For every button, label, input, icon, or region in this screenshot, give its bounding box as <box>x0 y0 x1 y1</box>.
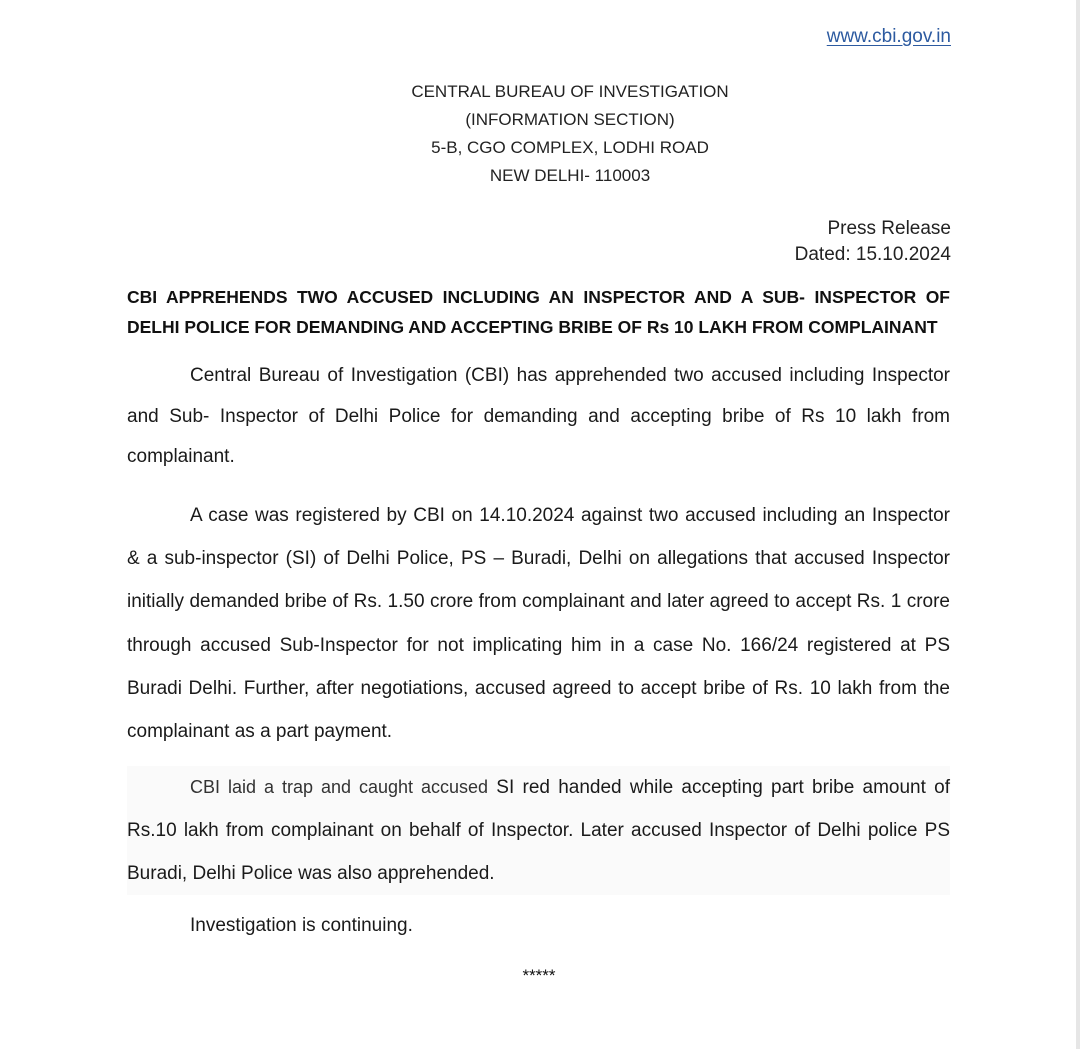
end-mark: ***** <box>522 966 556 985</box>
paragraph-2: A case was registered by CBI on 14.10.2024 against two accused including an Inspector & a sub-inspector (SI) of Delhi Police, PS – Buradi, Delhi on allegations that accused Inspector initially demanded bribe of Rs. 1.50 crore from complainant and later agreed to accept Rs. 1 crore through accused Sub-Inspector for not implicating him in a case No. 166/24 registered at PS Buradi Delhi. Further, after negotiations, accused agreed to accept bribe of Rs. 10 lakh from the complainant as a part payment. <box>127 505 950 743</box>
section-name: (INFORMATION SECTION) <box>465 110 675 129</box>
paragraph-3 <box>127 766 950 895</box>
address-line-1: 5-B, CGO COMPLEX, LODHI ROAD <box>431 138 709 157</box>
release-date: Dated: 15.10.2024 <box>794 244 951 265</box>
paragraph-3-lead: CBI laid a trap and caught accused <box>190 777 489 797</box>
address-line-2: NEW DELHI- 110003 <box>489 166 651 185</box>
org-name: CENTRAL BUREAU OF INVESTIGATION <box>411 82 729 101</box>
paragraph-3-rest: SI red handed while accepting part bribe amount of Rs.10 lakh from complainant on behalf of Inspector. Later accused Inspector of Delhi police PS Buradi, Delhi Police was also apprehended. <box>127 777 950 884</box>
headline: CBI APPREHENDS TWO ACCUSED INCLUDING AN INSPECTOR AND A SUB- INSPECTOR OF DELHI POLICE FOR DEMANDING AND ACCEPTING BRIBE OF Rs 10 LAKH FROM COMPLAINANT <box>127 287 950 337</box>
release-info <box>795 216 951 268</box>
letterhead <box>0 78 1080 190</box>
paragraph-4: Investigation is continuing. <box>190 915 413 936</box>
website-link[interactable]: www.cbi.gov.in <box>826 26 951 47</box>
paragraph-1: Central Bureau of Investigation (CBI) has apprehended two accused including Inspector and Sub- Inspector of Delhi Police for demanding and accepting bribe of Rs 10 lakh from complainant. <box>127 365 950 467</box>
release-label: Press Release <box>827 218 951 239</box>
